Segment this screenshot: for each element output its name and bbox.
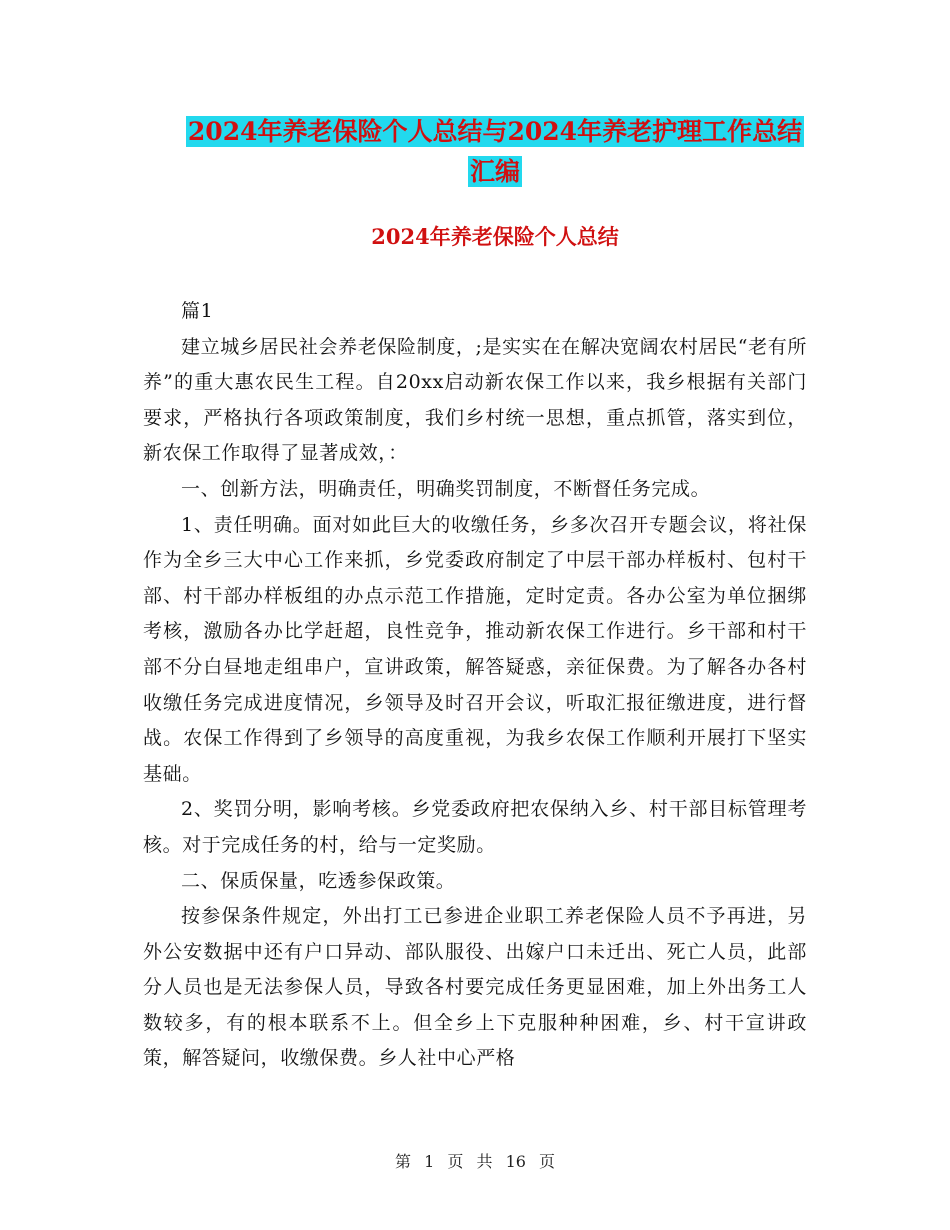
footer-page-unit: 页: [447, 1152, 464, 1171]
paragraph: 建立城乡居民社会养老保险制度，;是实实在在解决宽阔农村居民“老有所养”的重大惠农民生工程。自20xx启动新农保工作以来，我乡根据有关部门要求，严格执行各项政策制度，我们乡村统一思想，重点抓管，落实到位，新农保工作取得了显著成效，：: [143, 335, 807, 465]
document-title: [140, 112, 850, 192]
document-body: [143, 294, 807, 1077]
title-line-1: 2024年养老保险个人总结与2024年养老护理工作总结: [187, 117, 803, 146]
section-title: 2024年养老保险个人总结: [371, 224, 619, 249]
paragraph-heading: 二、保质保量，吃透参保政策。: [181, 869, 456, 892]
title-line-2: 汇编: [469, 157, 520, 186]
paragraph-heading: 一、创新方法，明确责任，明确奖罚制度，不断督任务完成。: [181, 477, 711, 500]
footer-total-prefix: 共: [476, 1152, 493, 1171]
paragraph-section-label: 篇1: [181, 300, 214, 322]
footer-total-pages: 16: [505, 1152, 526, 1171]
page-footer: [0, 1150, 950, 1174]
footer-page-number: 1: [424, 1152, 435, 1171]
footer-page-prefix: 第: [394, 1152, 411, 1171]
paragraph: 1、责任明确。面对如此巨大的收缴任务，乡多次召开专题会议，将社保作为全乡三大中心工作来抓，乡党委政府制定了中层干部办样板村、包村干部、村干部办样板组的办点示范工作措施，定时定责。各办公室为单位捆绑考核，激励各办比学赶超，良性竞争，推动新农保工作进行。乡干部和村干部不分白昼地走组串户，宣讲政策，解答疑惑，亲征保费。为了解各办各村收缴任务完成进度情况，乡领导及时召开会议，听取汇报征缴进度，进行督战。农保工作得到了乡领导的高度重视，为我乡农保工作顺利开展打下坚实基础。: [143, 513, 807, 785]
footer-total-unit: 页: [539, 1152, 556, 1171]
paragraph: 2、奖罚分明，影响考核。乡党委政府把农保纳入乡、村干部目标管理考核。对于完成任务的村，给与一定奖励。: [143, 798, 807, 856]
paragraph: 按参保条件规定，外出打工已参进企业职工养老保险人员不予再进，另外公安数据中还有户口异动、部队服役、出嫁户口未迁出、死亡人员，此部分人员也是无法参保人员，导致各村要完成任务更显困难，加上外出务工人数较多，有的根本联系不上。但全乡上下克服种种困难，乡、村干宣讲政策，解答疑问，收缴保费。乡人社中心严格: [143, 905, 807, 1070]
